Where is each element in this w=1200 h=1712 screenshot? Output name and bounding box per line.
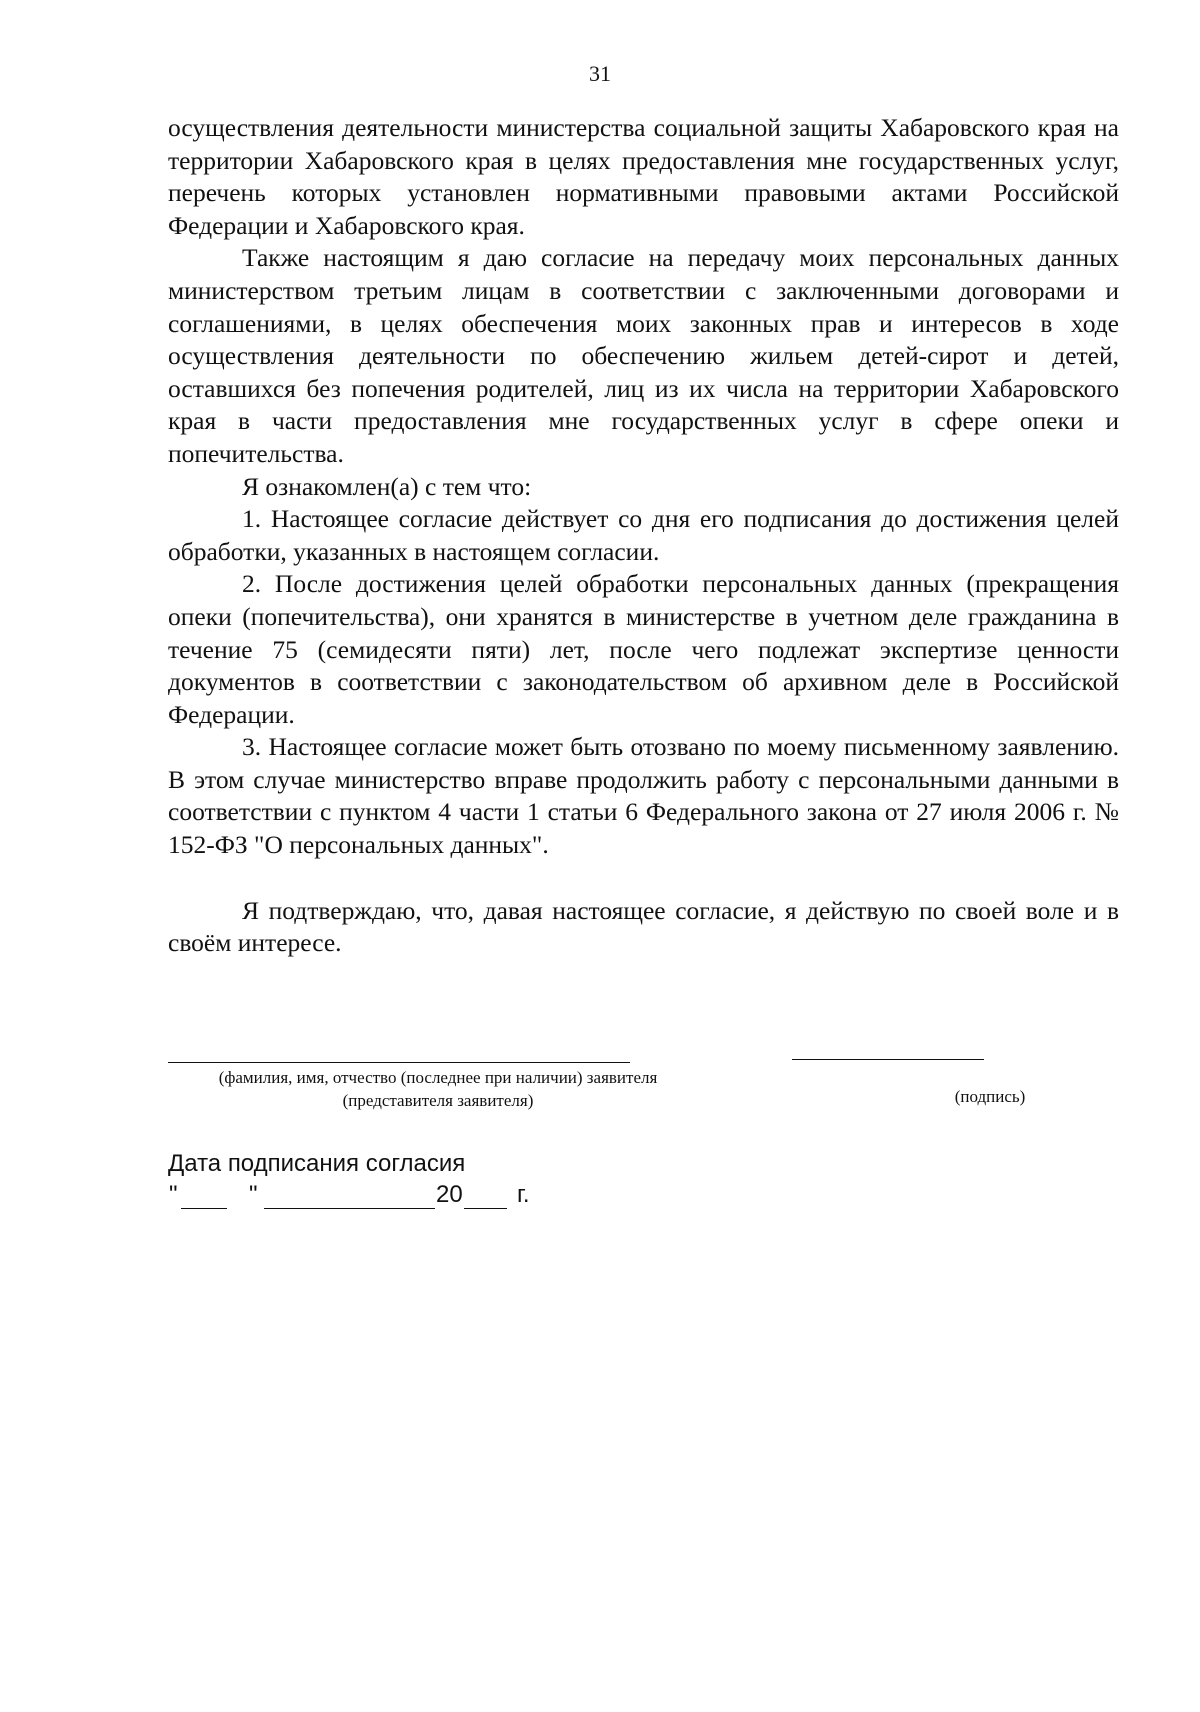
date-label: Дата подписания согласия (168, 1150, 466, 1177)
paragraph-acknowledgement: Я ознакомлен(а) с тем что: (242, 471, 532, 501)
page-number: 31 (589, 61, 611, 86)
year-prefix: 20 (436, 1181, 463, 1208)
date-close-quote: " (249, 1181, 258, 1208)
year-blank (464, 1208, 507, 1209)
clause-3: 3. Настоящее согласие может быть отозвано по моему письменному заявлению. В этом случае министерство вправе продолжить работу с персональными данными в соответствии с пунктом 4 части 1 статьи 6 Федерального закона от 27 июля 2006 г. № 152-ФЗ "О персональных данных". (168, 732, 1119, 860)
signature-caption: (подпись) (954, 1087, 1026, 1106)
year-suffix: г. (517, 1181, 530, 1208)
name-caption-line1: (фамилия, имя, отчество (последнее при наличии) заявителя (218, 1068, 658, 1087)
day-blank (181, 1208, 227, 1209)
month-blank (264, 1208, 435, 1209)
name-caption (168, 1066, 708, 1112)
paragraph-third-party-consent: Также настоящим я даю согласие на передачу моих персональных данных министерством третьим лицам в соответствии с заключенными договорами и соглашениями, в целях обеспечения моих законных прав и интересов в ходе осуществления деятельности по обеспечению жильем детей-сирот и детей, оставшихся без попечения родителей, лиц из их числа на территории Хабаровского края в части предоставления мне государственных услуг в сфере опеки и попечительства. (168, 243, 1119, 468)
date-open-quote: " (169, 1181, 178, 1208)
document-body (168, 112, 1119, 960)
signature-line (792, 1059, 984, 1060)
paragraph-continuation: осуществления деятельности министерства социальной защиты Хабаровского края на территории Хабаровского края в целях предоставления мне государственных услуг, перечень которых установлен нормативными правовыми актами Российской Федерации и Хабаровского края. (168, 113, 1119, 240)
name-signature-line (168, 1062, 630, 1063)
name-caption-line2: (представителя заявителя) (342, 1091, 534, 1110)
clause-2: 2. После достижения целей обработки персональных данных (прекращения опеки (попечительства), они хранятся в министерстве в учетном деле гражданина в течение 75 (семидесяти пяти) лет, после чего подлежат экспертизе ценности документов в соответствии с законодательством об архивном деле в Российской Федерации. (168, 569, 1119, 729)
paragraph-confirmation: Я подтверждаю, что, давая настоящее согласие, я действую по своей воле и в своём интересе. (168, 895, 1119, 958)
clause-1: 1. Настоящее согласие действует со дня его подписания до достижения целей обработки, указанных в настоящем согласии. (168, 504, 1119, 566)
